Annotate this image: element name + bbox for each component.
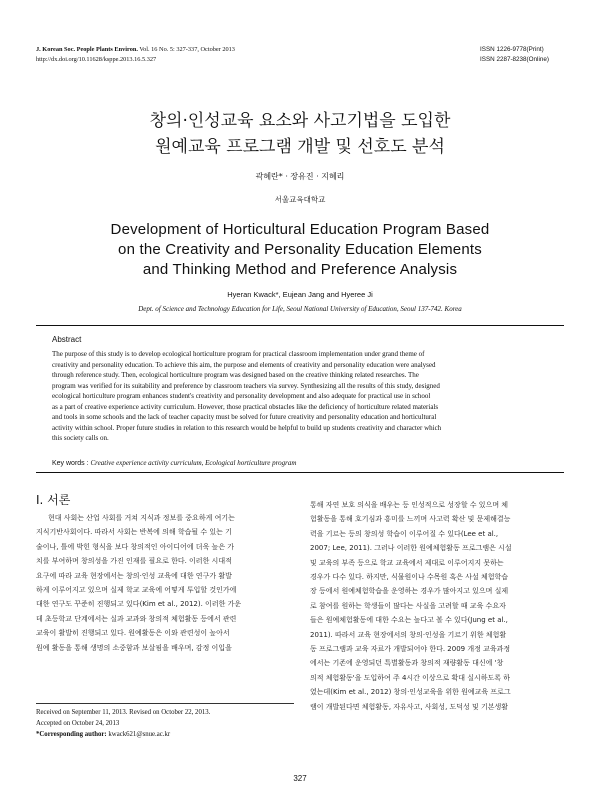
body-line: 2007; Lee, 2011). 그러나 이러한 원예체험활동 프로그램은 시설 xyxy=(310,544,512,553)
abstract-line: through reference study. Then, ecological horticulture program was designed based on the creative thinking related researches. The xyxy=(52,371,419,379)
body-line: 2011). 따라서 교육 현장에서의 창의·인성을 기르기 위한 체험활 xyxy=(310,630,507,639)
abstract-heading: Abstract xyxy=(52,335,82,344)
english-affiliation: Dept. of Science and Technology Education for Life, Seoul National University of Education, Seoul 137-742. Korea xyxy=(138,305,462,313)
korean-title-line-2: 원예교육 프로그램 개발 및 선호도 분석 xyxy=(155,137,445,157)
abstract-line: creativity and personality education. To achieve this aim, the purpose and elements of creativity and personality education were analysed xyxy=(52,360,436,369)
body-line: 동 프로그램과 교육 자료가 개발되어야 한다. 2009 개정 교육과정 xyxy=(310,645,511,654)
body-line: 교육이 활발히 진행되고 있다. 원예활동은 이와 관련성이 높아서 xyxy=(36,629,230,638)
body-line: 험활동을 통해 호기심과 흥미를 느끼며 사고력 확산 및 문제해결능 xyxy=(310,515,511,524)
body-line: 의적 체험활동'을 도입하여 주 4시간 이상으로 확대 실시하도록 하 xyxy=(310,673,510,682)
body-line: 현대 사회는 산업 사회를 거쳐 지식과 정보를 중요하게 여기는 xyxy=(48,514,235,522)
keywords-text: Creative experience activity curriculum, Ecological horticulture program xyxy=(90,459,297,467)
korean-title xyxy=(0,108,600,160)
body-line: 장 등에서 원예체험학습을 운영하는 경우가 많아지고 있으며 실제 xyxy=(310,587,509,596)
abstract-line: ecological horticulture program enhances student's creativity and personality development and also adequate for practical use in school xyxy=(52,392,431,400)
english-authors: Hyeran Kwack*, Eujean Jang and Hyeree Ji xyxy=(227,290,373,299)
body-line: 에서는 기존에 운영되던 특별활동과 창의적 재량활동 대신에 '창 xyxy=(310,659,504,668)
body-line: 하게 이루어지고 있으며 실제 학교 교육에 어떻게 투입할 것인가에 xyxy=(36,586,237,595)
english-title-line-2: on the Creativity and Personality Education Elements xyxy=(118,241,482,258)
body-line: 였는데(Kim et al., 2012) 창의·인성교육을 위한 원예교육 프로그 xyxy=(310,688,511,697)
body-line: 대한 연구도 꾸준히 진행되고 있다(Kim et al., 2012). 이러한 가운 xyxy=(36,600,242,609)
page-number: 327 xyxy=(293,774,307,783)
korean-authors: 곽혜란* · 장유진 · 지혜리 xyxy=(255,172,345,181)
journal-header xyxy=(36,45,235,65)
body-line: 요구에 따라 교육 현장에서는 창의·인성 교육에 대한 연구가 활발 xyxy=(36,571,232,580)
corresponding-email[interactable]: kwack621@snue.ac.kr xyxy=(106,731,171,738)
doi-link[interactable]: http://dx.doi.org/10.11628/ksppe.2013.16.5.327 xyxy=(36,56,157,63)
journal-name: J. Korean Soc. People Plants Environ. xyxy=(36,46,138,53)
abstract-text xyxy=(52,349,548,444)
corresponding-author xyxy=(36,729,294,740)
issn-print: ISSN 1226-9778(Print) xyxy=(480,46,544,53)
abstract-line: activity within school. Proper future studies in relation to this research would be helpful to build up students creativity and character which xyxy=(52,423,442,432)
abstract-line: The purpose of this study is to develop ecological horticulture program for practical classroom implementation under grand theme of xyxy=(52,350,425,358)
body-line: 력을 기르는 등의 창의성 학습이 이루어질 수 있다(Lee et al., xyxy=(310,529,499,538)
english-title-line-1: Development of Horticultural Education Program Based xyxy=(110,221,490,238)
footnote-divider xyxy=(36,703,294,704)
body-line: 램이 개발된다면 체험활동, 자유사고, 사회성, 도덕성 및 기본생활 xyxy=(310,702,509,711)
body-column-right xyxy=(310,498,564,714)
body-line: 들은 원예체험활동에 대한 수요는 높다고 볼 수 있다(Jung et al., xyxy=(310,616,508,625)
body-line: 경우가 다수 있다. 하지만, 식물원이나 수목원 혹은 사설 체험학습 xyxy=(310,573,509,582)
body-line: 로 참여를 원하는 학생들이 많다는 사실을 고려할 때 교육 수요자 xyxy=(310,601,506,610)
body-line: 치를 부여하며 창의성을 가진 인재를 필요로 한다. 이러한 시대적 xyxy=(36,557,232,566)
abstract-line: program was verified for its suitability and preference by classroom teachers via survey. Synthesizing all the results of this study, designed xyxy=(52,381,440,390)
keywords xyxy=(52,459,296,467)
footnote xyxy=(36,707,294,740)
abstract-line: this society calls on. xyxy=(52,434,109,442)
accepted-date: Accepted on October 24, 2013 xyxy=(36,720,120,727)
body-line: 및 교육의 부족 등으로 학교 교육에서 제대로 이루어지지 못하는 xyxy=(310,558,504,567)
korean-affiliation: 서울교육대학교 xyxy=(274,195,326,204)
body-line: 통해 자연 보호 의식을 배우는 등 인성적으로 성장할 수 있으며 체 xyxy=(310,501,509,509)
abstract-line: as a part of creative experience activity curriculum. However, those practical obstacles like the deficiency of horticulture related materials xyxy=(52,402,439,411)
keywords-label: Key words : xyxy=(52,460,91,467)
body-column-left xyxy=(36,511,294,655)
issn-block xyxy=(480,45,549,65)
body-line: 원예 활동을 통해 생명의 소중함과 보살핌을 배우며, 감정 이입을 xyxy=(36,643,232,652)
body-line: 술이나, 틀에 박힌 형식을 보다 창의적인 아이디어에 더욱 높은 가 xyxy=(36,542,235,551)
korean-title-line-1: 창의·인성교육 요소와 사고기법을 도입한 xyxy=(149,111,451,131)
corresponding-author-label: *Corresponding author: xyxy=(36,731,107,738)
received-date: Received on September 11, 2013. Revised on October 22, 2013. xyxy=(36,709,211,716)
body-line: 데 초등학교 단계에서는 실과 교과와 창의적 체험활동 등에서 관련 xyxy=(36,614,237,623)
abstract-line: and tools in some schools and the lack of teacher capacity must be solved for future creativity and personality education and horticultural xyxy=(52,413,437,421)
body-line: 지식기반사회이다. 따라서 사회는 반복에 의해 학습될 수 있는 기 xyxy=(36,528,232,537)
section-heading-introduction: Ⅰ. 서론 xyxy=(36,493,71,507)
issn-online: ISSN 2287-8238(Online) xyxy=(480,56,549,63)
english-title-line-3: and Thinking Method and Preference Analysis xyxy=(142,261,458,278)
journal-volume: Vol. 16 No. 5: 327-337, October 2013 xyxy=(137,46,235,53)
english-title xyxy=(0,220,600,280)
